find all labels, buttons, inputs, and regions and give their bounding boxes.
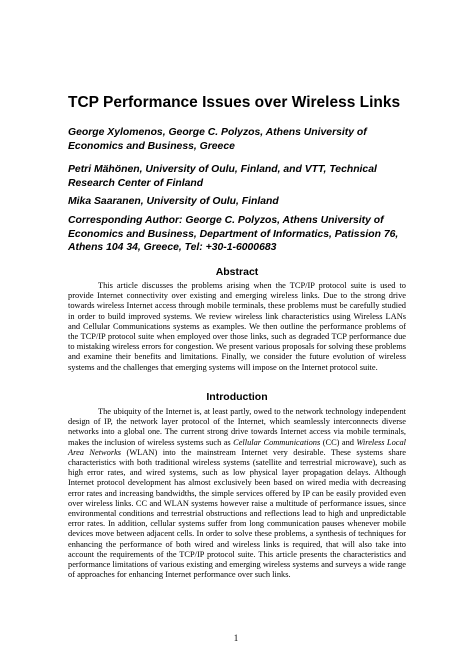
- intro-text-part-1: The ubiquity of the Internet is, at least partly, owed to the network technology independent design of IP, the network layer protocol of the Internet, which seamlessly interconnects diverse networks into a global one. The current strong drive towards Internet access via mobile terminals, makes the inclusion of wireless systems such as: [68, 407, 406, 447]
- intro-emphasis-wlan: Wireless Local Area Networks: [68, 437, 407, 457]
- author-affiliation-2: Petri Mähönen, University of Oulu, Finland, and VTT, Technical Research Center of Finland: [68, 164, 377, 189]
- corresponding-author: Corresponding Author: George C. Polyzos, Athens University of Economics and Business, Department of Informatics, Patission 76, Athens 104 34, Greece, Tel: +30-1-6000683: [68, 215, 399, 253]
- abstract-text: This article discusses the problems arising when the TCP/IP protocol suite is used to provide Internet connectivity over existing and emerging wireless links. Due to the strong drive towards wireless Internet access through mobile terminals, these problems must be carefully studied in order to build improved systems. We review wireless link characteristics using Wireless LANs and Cellular Communications systems as examples. We then outline the performance problems of the TCP/IP protocol suite when employed over those links, such as degraded TCP performance due to mistaking wireless errors for congestion. We present various proposals for solving these problems and examine their benefits and limitations. Finally, we consider the future evolution of wireless systems and the challenges that emerging systems will impose on the Internet protocol suite.: [68, 281, 406, 372]
- author-affiliation-1: George Xylomenos, George C. Polyzos, Athens University of Economics and Business, Greece: [68, 127, 367, 152]
- intro-text-part-2: (CC) and: [320, 437, 357, 447]
- page-number: 1: [233, 633, 239, 643]
- abstract-heading: Abstract: [215, 266, 259, 278]
- paper-title: TCP Performance Issues over Wireless Links: [68, 94, 401, 111]
- intro-text-part-3: (WLAN) into the mainstream Internet very desirable. These systems share characteristics with both traditional wireless systems (satellite and terrestrial microwave), such as high error rates, and wired systems, such as low physical layer propagation delays. Although Internet protocol development has almost exclusively been based on wired media with decreasing error rates and increasing bandwidths, the simple services offered by IP can be easily provided even over wireless links. CC and WLAN systems however raise a multitude of performance issues, since environmental conditions and terrestrial obstructions and reflections lead to high and unpredictable error rates. In addition, cellular systems suffer from long communication pauses whenever mobile devices move between adjacent cells. In order to solve these problems, a synthesis of techniques for enhancing the performance of both wired and wireless links is required, that will also take into account the requirements of the TCP/IP protocol suite. This article presents the characteristics and performance limitations of various existing and emerging wireless systems and surveys a wide range of approaches for enhancing Internet performance over such links.: [68, 447, 407, 580]
- author-affiliation-3: Mika Saaranen, University of Oulu, Finland: [68, 196, 279, 207]
- introduction-heading: Introduction: [206, 391, 268, 403]
- introduction-text: [68, 407, 406, 580]
- intro-emphasis-cellular: Cellular Communications: [233, 437, 321, 447]
